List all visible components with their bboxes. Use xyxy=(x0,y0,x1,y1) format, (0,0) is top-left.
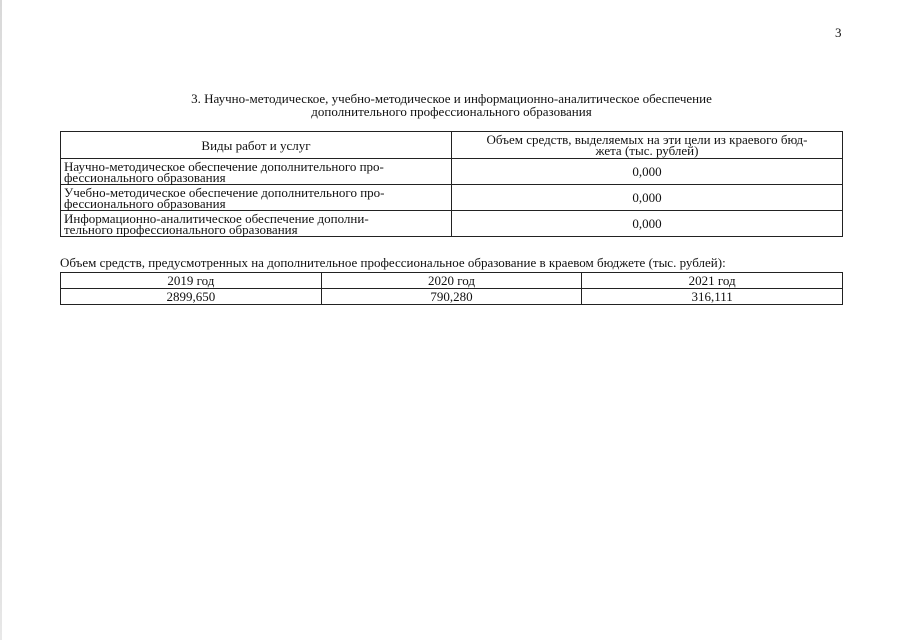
budget-value-2020: 790,280 xyxy=(321,289,582,305)
budget-year-2019: 2019 год xyxy=(61,273,322,289)
section-title-line-1: 3. Научно-методическое, учебно-методическое и информационно-аналитическое обеспечение xyxy=(191,91,712,106)
work-type-cell xyxy=(61,211,452,237)
work-type-cell xyxy=(61,159,452,185)
work-type-line-1: Информационно-аналитическое обеспечение дополни- xyxy=(64,210,369,226)
budget-value-2019: 2899,650 xyxy=(61,289,322,305)
budget-value-2021: 316,111 xyxy=(582,289,843,305)
works-table-header-types: Виды работ и услуг xyxy=(61,132,452,159)
work-type-line-2: фессионального образования xyxy=(64,195,226,211)
work-type-line-2: фессионального образования xyxy=(64,169,226,185)
table-row xyxy=(61,211,843,237)
works-table-header-funds-line-1: Объем средств, выделяемых на эти цели из краевого бюд- xyxy=(486,132,808,147)
works-table-header-funds xyxy=(452,132,843,159)
section-title xyxy=(60,92,843,118)
budget-caption: Объем средств, предусмотренных на дополнительное профессиональное образование в краевом бюджете (тыс. рублей): xyxy=(60,255,726,270)
table-row xyxy=(61,185,843,211)
budget-year-2021: 2021 год xyxy=(582,273,843,289)
work-type-cell xyxy=(61,185,452,211)
work-type-line-2: тельного профессионального образования xyxy=(64,221,298,237)
work-funds-cell: 0,000 xyxy=(452,159,843,185)
works-table xyxy=(60,131,843,237)
scan-edge xyxy=(0,0,2,640)
works-table-header-funds-line-2: жета (тыс. рублей) xyxy=(595,143,699,158)
works-table-header-row xyxy=(61,132,843,159)
budget-year-2020: 2020 год xyxy=(321,273,582,289)
work-type-line-1: Научно-методическое обеспечение дополнительного про- xyxy=(64,158,384,174)
work-funds-cell: 0,000 xyxy=(452,185,843,211)
budget-years-row xyxy=(61,273,843,289)
section-title-line-2: дополнительного профессионального образования xyxy=(311,104,592,119)
budget-values-row xyxy=(61,289,843,305)
work-type-line-1: Учебно-методическое обеспечение дополнительного про- xyxy=(64,184,385,200)
table-row xyxy=(61,159,843,185)
page-number: 3 xyxy=(835,25,842,40)
budget-table xyxy=(60,272,843,305)
work-funds-cell: 0,000 xyxy=(452,211,843,237)
